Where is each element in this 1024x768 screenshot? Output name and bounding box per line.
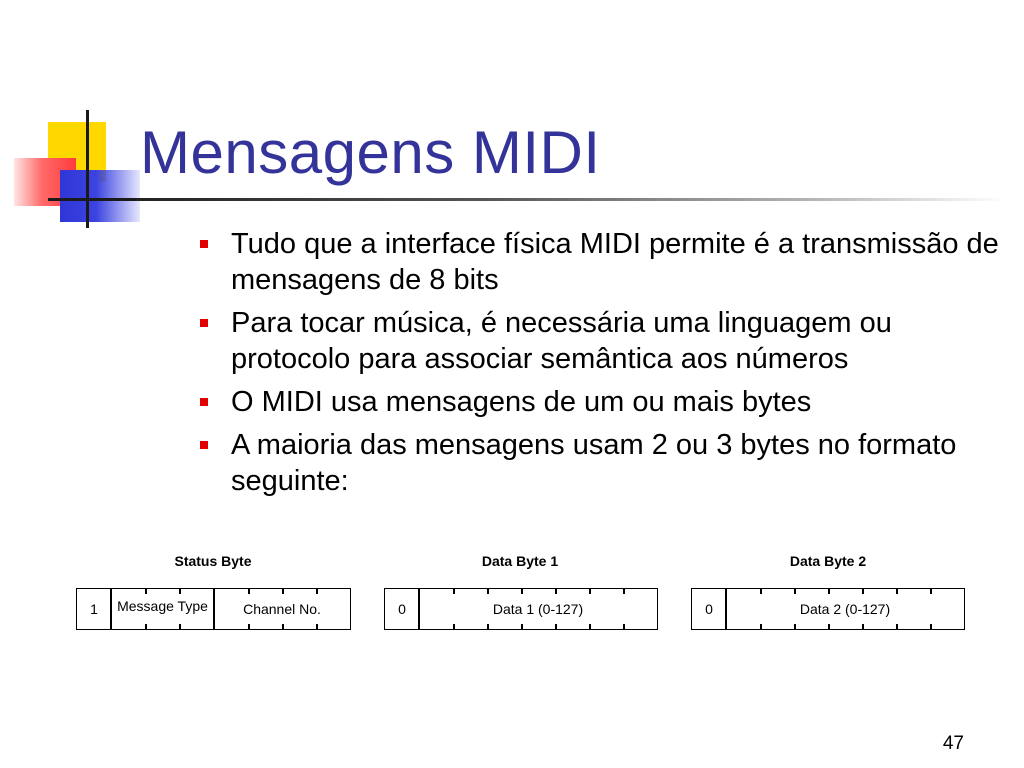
data1-first-bit: 0 (398, 600, 406, 617)
data-byte-2-label: Data Byte 2 (789, 553, 867, 569)
data2-field: Data 2 (0-127) (799, 600, 891, 617)
bit-tick (930, 589, 932, 594)
bullet-text: O MIDI usa mensagens de um ou mais bytes (231, 386, 812, 418)
title-underline (136, 198, 1006, 201)
bit-tick (862, 624, 864, 629)
bit-tick (555, 589, 557, 594)
data-byte-1-label: Data Byte 1 (481, 553, 559, 569)
bit-tick (589, 624, 591, 629)
bit-tick (316, 624, 318, 629)
page-number: 47 (942, 733, 964, 754)
bit-tick (828, 624, 830, 629)
bit-tick (623, 589, 625, 594)
bullet-item (196, 427, 1011, 499)
bit-tick (828, 589, 830, 594)
bit-tick (282, 589, 284, 594)
bullet-marker (200, 398, 208, 406)
bit-tick (487, 624, 489, 629)
bullet-item (196, 226, 1011, 298)
bit-tick (316, 589, 318, 594)
bit-tick (453, 589, 455, 594)
bit-tick (794, 624, 796, 629)
bit-tick (145, 624, 147, 629)
bit-tick (760, 624, 762, 629)
bit-tick (555, 624, 557, 629)
status-byte-box (76, 588, 351, 630)
bit-tick (521, 589, 523, 594)
bullet-marker (200, 319, 208, 327)
channel-field: Channel No. (243, 600, 321, 617)
bit-tick (248, 624, 250, 629)
bit-tick (145, 589, 147, 594)
message-type-field: Message Type (117, 597, 208, 614)
bit-tick (589, 589, 591, 594)
data1-field: Data 1 (0-127) (492, 600, 584, 617)
bit-tick (896, 624, 898, 629)
bullet-item (196, 384, 1011, 420)
bullet-item (196, 305, 1011, 377)
bit-tick (794, 589, 796, 594)
data-byte-1-box (384, 588, 658, 630)
midi-byte-diagram (0, 550, 1024, 650)
bullet-marker (200, 441, 208, 449)
bit-tick (282, 624, 284, 629)
logo-vertical-line (86, 110, 89, 228)
bit-tick (248, 589, 250, 594)
status-byte-label: Status Byte (174, 553, 252, 569)
bullet-marker (200, 240, 208, 248)
bit-tick (487, 589, 489, 594)
bit-tick (862, 589, 864, 594)
data-byte-2-box (691, 588, 965, 630)
logo-blue-square (60, 170, 140, 222)
bit-tick (896, 589, 898, 594)
bullet-text: A maioria das mensagens usam 2 ou 3 bytes no formato seguinte: (231, 429, 957, 497)
slide-title: Mensagens MIDI (140, 119, 601, 186)
bit-tick (179, 589, 181, 594)
data2-first-bit: 0 (705, 600, 713, 617)
bit-tick (179, 624, 181, 629)
bit-tick (760, 589, 762, 594)
status-first-bit: 1 (90, 600, 98, 617)
bit-tick (930, 624, 932, 629)
bit-tick (623, 624, 625, 629)
bit-tick (453, 624, 455, 629)
bullet-text: Tudo que a interface física MIDI permite é a transmissão de mensagens de 8 bits (231, 228, 999, 296)
bullet-list (196, 226, 1011, 506)
bullet-text: Para tocar música, é necessária uma linguagem ou protocolo para associar semântica aos números (231, 307, 892, 375)
bit-tick (521, 624, 523, 629)
slide-logo (0, 100, 160, 230)
logo-horizontal-line (48, 198, 148, 201)
